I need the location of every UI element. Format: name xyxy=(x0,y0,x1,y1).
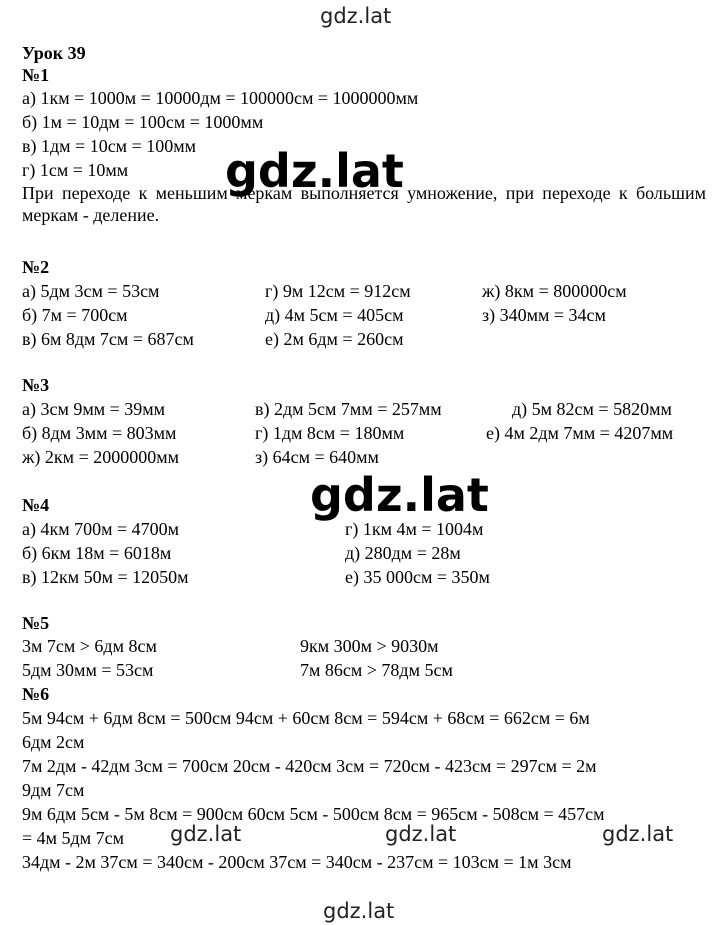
ex2-item-b: б) 7м = 700см xyxy=(22,305,128,325)
ex6-line-6: = 4м 5дм 7см xyxy=(22,828,124,848)
watermark-top: gdz.lat xyxy=(320,4,392,28)
ex5-heading: №5 xyxy=(22,613,50,633)
ex2-item-zh: ж) 8км = 800000см xyxy=(482,281,627,301)
ex3-item-v: в) 2дм 5см 7мм = 257мм xyxy=(255,399,442,419)
ex5-item-3: 9км 300м > 9030м xyxy=(300,636,439,656)
ex3-heading: №3 xyxy=(22,375,50,395)
ex6-heading: №6 xyxy=(22,684,50,704)
ex3-item-b: б) 8дм 3мм = 803мм xyxy=(22,423,177,443)
ex2-item-z: з) 340мм = 34см xyxy=(482,305,606,325)
lesson-title: Урок 39 xyxy=(22,43,86,63)
ex2-heading: №2 xyxy=(22,257,50,277)
ex3-item-g: г) 1дм 8см = 180мм xyxy=(255,423,405,443)
ex5-item-4: 7м 86см > 78дм 5см xyxy=(300,660,453,680)
ex3-item-a: а) 3см 9мм = 39мм xyxy=(22,399,166,419)
ex2-item-a: а) 5дм 3см = 53см xyxy=(22,281,160,301)
ex6-line-3: 7м 2дм - 42дм 3см = 700см 20см - 420см 3см = 720см - 423см = 297см = 2м xyxy=(22,756,597,776)
watermark-bottom: gdz.lat xyxy=(323,899,395,923)
ex3-item-e: е) 4м 2дм 7мм = 4207мм xyxy=(486,423,674,443)
ex1-line-c: в) 1дм = 10см = 100мм xyxy=(22,136,197,156)
ex4-item-a: а) 4км 700м = 4700м xyxy=(22,519,180,539)
ex3-item-zh: ж) 2км = 2000000мм xyxy=(22,447,179,467)
watermark-big-1: gdz.lat xyxy=(225,144,404,198)
ex3-item-d: д) 5м 82см = 5820мм xyxy=(512,399,672,419)
ex2-item-g: г) 9м 12см = 912см xyxy=(265,281,411,301)
ex1-note: При переходе к меньшим меркам выполняется умножение, при переходе к большим меркам - деление. xyxy=(22,183,706,225)
ex6-line-5: 9м 6дм 5см - 5м 8см = 900см 60см 5см - 500см 8см = 965см - 508см = 457см xyxy=(22,804,605,824)
ex5-item-2: 5дм 30мм = 53см xyxy=(22,660,154,680)
ex1-line-b: б) 1м = 10дм = 100см = 1000мм xyxy=(22,112,264,132)
ex6-line-2: 6дм 2см xyxy=(22,732,85,752)
ex1-heading: №1 xyxy=(22,65,50,85)
ex1-line-d: г) 1см = 10мм xyxy=(22,160,129,180)
ex3-item-z: з) 64см = 640мм xyxy=(255,447,379,467)
watermark-small-right: gdz.lat xyxy=(602,822,674,846)
ex4-item-e: е) 35 000см = 350м xyxy=(345,567,490,587)
ex1-line-a: а) 1км = 1000м = 10000дм = 100000см = 1000000мм xyxy=(22,88,419,108)
ex2-item-d: д) 4м 5см = 405см xyxy=(265,305,404,325)
ex6-line-7: 34дм - 2м 37см = 340см - 200см 37см = 340см - 237см = 103см = 1м 3см xyxy=(22,852,572,872)
ex4-item-d: д) 280дм = 28м xyxy=(345,543,461,563)
ex6-line-1: 5м 94см + 6дм 8см = 500см 94см + 60см 8см = 594см + 68см = 662см = 6м xyxy=(22,708,590,728)
watermark-big-2: gdz.lat xyxy=(310,468,489,522)
ex4-item-g: г) 1км 4м = 1004м xyxy=(345,519,484,539)
ex4-item-b: б) 6км 18м = 6018м xyxy=(22,543,172,563)
watermark-small-mid: gdz.lat xyxy=(385,822,457,846)
ex2-item-v: в) 6м 8дм 7см = 687см xyxy=(22,329,194,349)
ex4-item-v: в) 12км 50м = 12050м xyxy=(22,567,189,587)
watermark-small-left: gdz.lat xyxy=(170,822,242,846)
ex4-heading: №4 xyxy=(22,495,50,515)
ex5-item-1: 3м 7см > 6дм 8см xyxy=(22,636,157,656)
ex2-item-e: е) 2м 6дм = 260см xyxy=(265,329,404,349)
ex6-line-4: 9дм 7см xyxy=(22,780,85,800)
